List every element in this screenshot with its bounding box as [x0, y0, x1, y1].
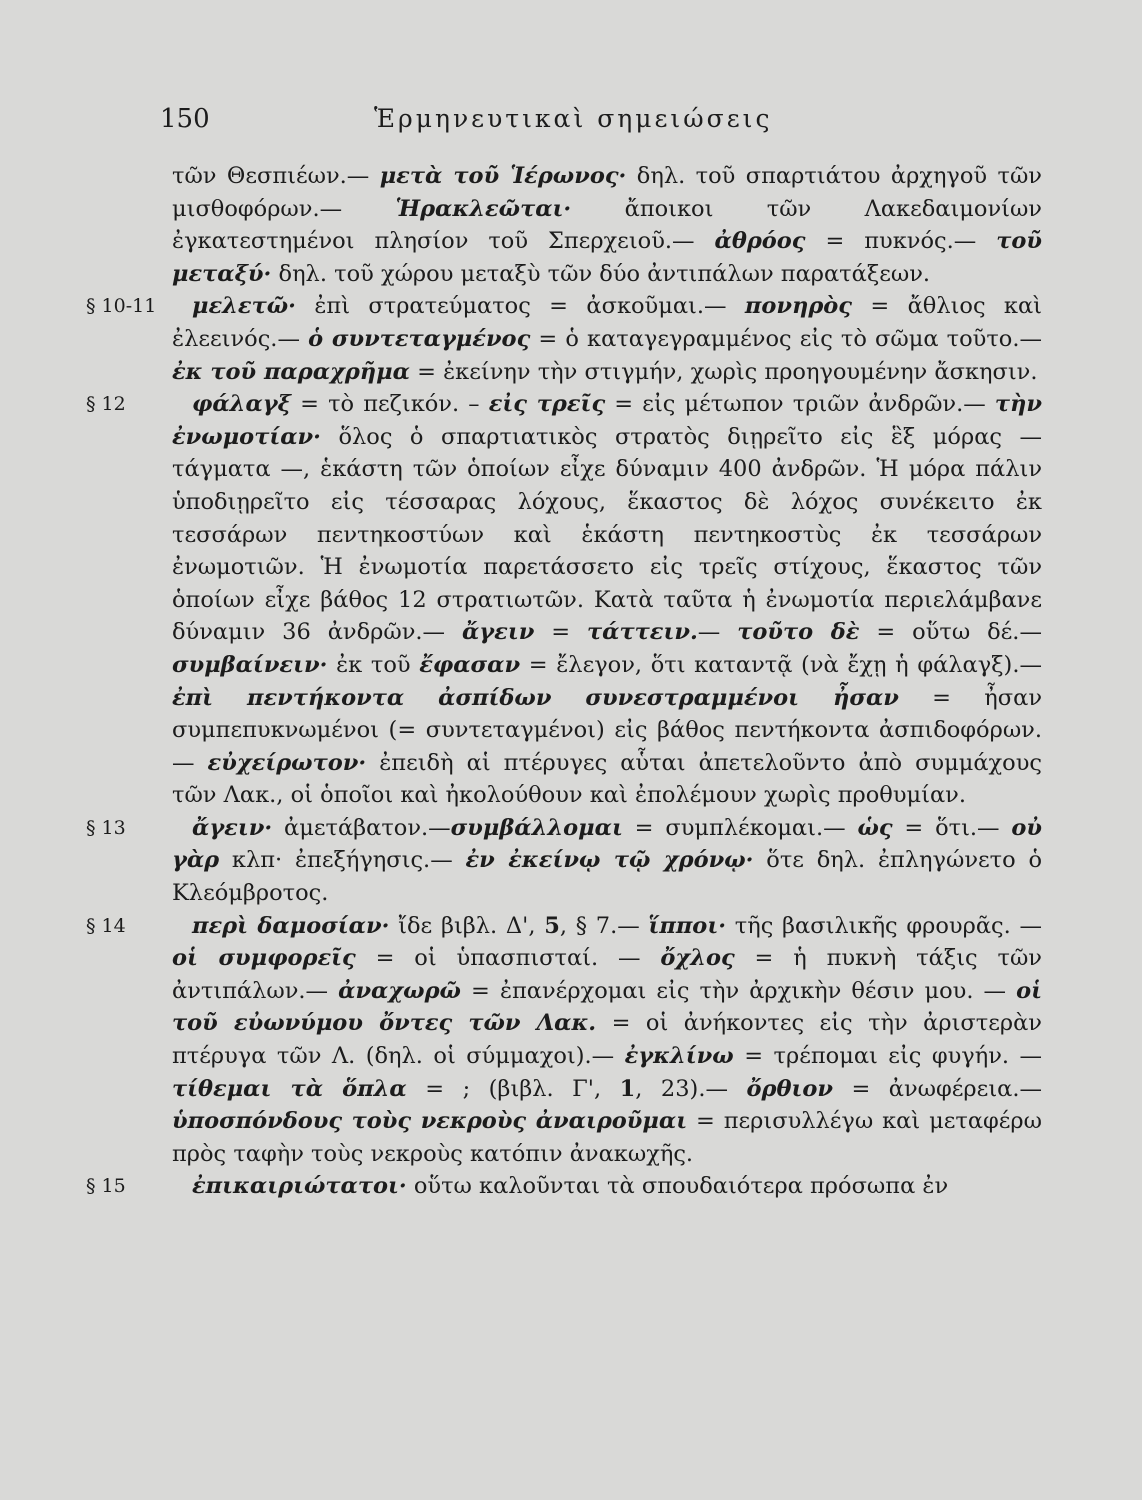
gloss-text: = ἐπανέρχομαι εἰς τὴν ἀρχικὴν θέσιν μου. — [460, 977, 1017, 1004]
lemma: ἔφασαν [419, 651, 521, 678]
page-header [160, 104, 1060, 144]
section-marker: § 10-11 [86, 295, 157, 318]
lemma: ἐν ἐκείνῳ τῷ χρόνῳ· [465, 847, 754, 874]
gloss-text: = οὕτω δέ.— [859, 619, 1042, 646]
lemma: φάλαγξ [192, 391, 291, 418]
lemma: ἐπικαιριώτατοι· [192, 1173, 407, 1200]
lemma: μετὰ τοῦ Ἱέρωνος· [379, 163, 627, 189]
commentary-paragraph [86, 812, 1042, 910]
gloss-text: τῆς βασιλικῆς φρουρᾶς. — [726, 912, 1042, 939]
lemma: περὶ δαμοσίαν· [192, 912, 390, 939]
lemma: μελετῶ· [192, 293, 296, 320]
gloss-text: ἄποικοι τῶν Λακεδαιμονίων ἐγκατεστημένοι πλησίον τοῦ Σπερχειοῦ.— [172, 195, 1042, 255]
lemma: Ἡρακλεῶται· [395, 195, 572, 222]
commentary-paragraph [86, 1170, 1042, 1203]
gloss-text: = οἱ ὑπασπισταί. — [355, 945, 661, 972]
lemma: ὡς [857, 814, 893, 841]
lemma: τίθεμαι τὰ ὅπλα [172, 1075, 407, 1102]
lemma: ἐγκλίνω [624, 1043, 734, 1070]
section-marker: § 14 [86, 914, 126, 937]
gloss-text: = τὸ πεζικόν. – [290, 391, 489, 418]
lemma: τάττειν. [587, 619, 698, 646]
gloss-text: = ἄθλιος καὶ ἐλεεινός.— [172, 293, 1042, 352]
lemma: ὄχλος [660, 945, 735, 972]
gloss-text: = ὅτι.— [892, 814, 1012, 841]
gloss-text: = ἡ πυκνὴ τάξις τῶν ἀντιπάλων.— [172, 945, 1042, 1004]
commentary-paragraph [86, 290, 1042, 388]
gloss-text: ὅλος ὁ σπαρτιατικὸς στρατὸς διῃρεῖτο εἰς ἓξ μόρας — τάγματα —, ἑκάστη τῶν ὁποίων εἶχε δύναμιν 400 ἀνδρῶν. Ἡ μόρα πάλιν ὑποδιῃρεῖτο εἰς τέσσαρας λόχους, ἕκαστος δὲ λόχος συνέκειτο ἐκ τεσσάρων πεντηκοστύων καὶ ἑκάστη πεντηκοστὺς ἐκ τεσσάρων ἐνωμοτιῶν. Ἡ ἐνωμοτία παρετάσσετο εἰς τρεῖς στίχους, ἕκαστος τῶν ὁποίων εἶχε βάθος 12 στρατιωτῶν. Κατὰ ταῦτα ἡ ἐνωμοτία περιελάμβανε δύναμιν 36 ἀνδρῶν.— [172, 423, 1042, 646]
lemma: τὴν ἐνωμοτίαν· [172, 391, 1043, 450]
gloss-text: = ὁ καταγεγραμμένος εἰς τὸ σῶμα τοῦτο.— [530, 325, 1042, 352]
running-title: Ἑρμηνευτικαὶ σημειώσεις [374, 104, 773, 133]
lemma: εἰς τρεῖς [488, 391, 606, 418]
lemma: συμβάλλομαι [450, 814, 623, 841]
page-number: 150 [160, 104, 210, 134]
commentary-paragraph [172, 160, 1042, 290]
gloss-text: ἀμετάβατον.— [272, 814, 451, 841]
gloss-text: ἐπὶ στρατεύματος = ἀσκοῦμαι.— [296, 293, 745, 320]
lemma: ἄγειν· [192, 814, 273, 841]
gloss-text: δηλ. τοῦ χώρου μεταξὺ τῶν δύο ἀντιπάλων παρατάξεων. [271, 260, 931, 287]
gloss-text: = οἱ ἀνήκοντες εἰς τὴν ἀριστερὰν πτέρυγα τῶν Λ. (δηλ. οἱ σύμμαχοι).— [172, 1010, 1042, 1070]
section-marker: § 15 [86, 1175, 126, 1198]
commentary-paragraph [86, 388, 1043, 812]
gloss-text: = εἰς μέτωπον τριῶν ἀνδρῶν.— [605, 391, 995, 418]
lemma: ἄγειν [461, 619, 535, 646]
lemma: πονηρὸς [744, 293, 853, 320]
gloss-text: , 23).— [635, 1075, 747, 1102]
gloss-text: = ; (βιβλ. Γ', [406, 1075, 620, 1102]
gloss-text: = τρέπομαι εἰς φυγήν. — [733, 1043, 1043, 1070]
gloss-text: = ἀνωφέρεια.— [832, 1075, 1042, 1102]
gloss-text: = ἐκείνην τὴν στιγμήν, χωρὶς προηγουμένην ἄσκησιν. [409, 358, 1038, 385]
lemma: ὁ συντεταγμένος [308, 325, 531, 352]
lemma: ἵπποι· [648, 912, 727, 939]
lemma: ἐκ τοῦ παραχρῆμα [172, 358, 410, 385]
gloss-text: — [697, 619, 738, 646]
gloss-text: = [534, 619, 588, 646]
gloss-text: = περισυλλέγω καὶ μεταφέρω πρὸς ταφὴν τοὺς νεκροὺς κατόπιν ἀνακωχῆς. [172, 1108, 1042, 1167]
lemma: τοῦ μεταξύ· [172, 228, 1042, 287]
gloss-text: τῶν Θεσπιέων.— [172, 163, 380, 189]
lemma: 5 [544, 912, 560, 939]
lemma: οὐ γὰρ [172, 814, 1042, 874]
lemma: οἱ τοῦ εὐωνύμου ὄντες τῶν Λακ. [172, 977, 1042, 1037]
lemma: ὄρθιον [746, 1075, 833, 1102]
gloss-text: κλπ· ἐπεξήγησις.— [219, 847, 466, 874]
lemma: ἐπὶ πεντήκοντα ἀσπίδων συνεστραμμένοι ἦσαν [172, 684, 899, 711]
section-marker: § 13 [86, 816, 126, 839]
gloss-text: δηλ. τοῦ σπαρτιάτου ἀρχηγοῦ τῶν μισθοφόρων.— [172, 163, 1042, 222]
commentary-paragraph [86, 910, 1043, 1171]
gloss-text: ἐκ τοῦ [327, 651, 420, 678]
gloss-text: ἴδε βιβλ. Δ', [389, 912, 545, 939]
gloss-text: οὕτω καλοῦνται τὰ σπουδαιότερα πρόσωπα ἐν [406, 1173, 949, 1200]
lemma: 1 [619, 1075, 636, 1102]
lemma: οἱ συμφορεῖς [172, 945, 356, 972]
lemma: ὑποσπόνδους τοὺς νεκροὺς ἀναιροῦμαι [172, 1108, 688, 1135]
gloss-text: ὅτε δηλ. ἐπληγώνετο ὁ Κλεόμβροτος. [172, 847, 1042, 907]
gloss-text: ἐπειδὴ αἱ πτέρυγες αὗται ἀπετελοῦντο ἀπὸ συμμάχους τῶν Λακ., οἱ ὁποῖοι καὶ ἠκολούθουν καὶ ἐπολέμουν χωρὶς προθυμίαν. [172, 749, 1043, 809]
lemma: συμβαίνειν· [172, 651, 328, 678]
gloss-text: = ἦσαν συμπεπυκνωμένοι (= συντεταγμένοι) εἰς βάθος πεντήκοντα ἀσπιδοφόρων.— [172, 684, 1042, 776]
gloss-text: = πυκνός.— [805, 228, 997, 255]
lemma: ἀθρόος [714, 228, 806, 255]
gloss-text: , § 7.— [559, 912, 649, 939]
lemma: ἀναχωρῶ [338, 977, 461, 1004]
gloss-text: = ἔλεγον, ὅτι καταντᾷ (νὰ ἔχῃ ἡ φάλαγξ).— [520, 651, 1042, 678]
lemma: εὐχείρωτον· [207, 749, 367, 776]
section-marker: § 12 [86, 393, 126, 416]
commentary-body [86, 160, 1043, 1203]
gloss-text: = συμπλέκομαι.— [622, 814, 858, 841]
lemma: τοῦτο δὲ [737, 619, 860, 646]
